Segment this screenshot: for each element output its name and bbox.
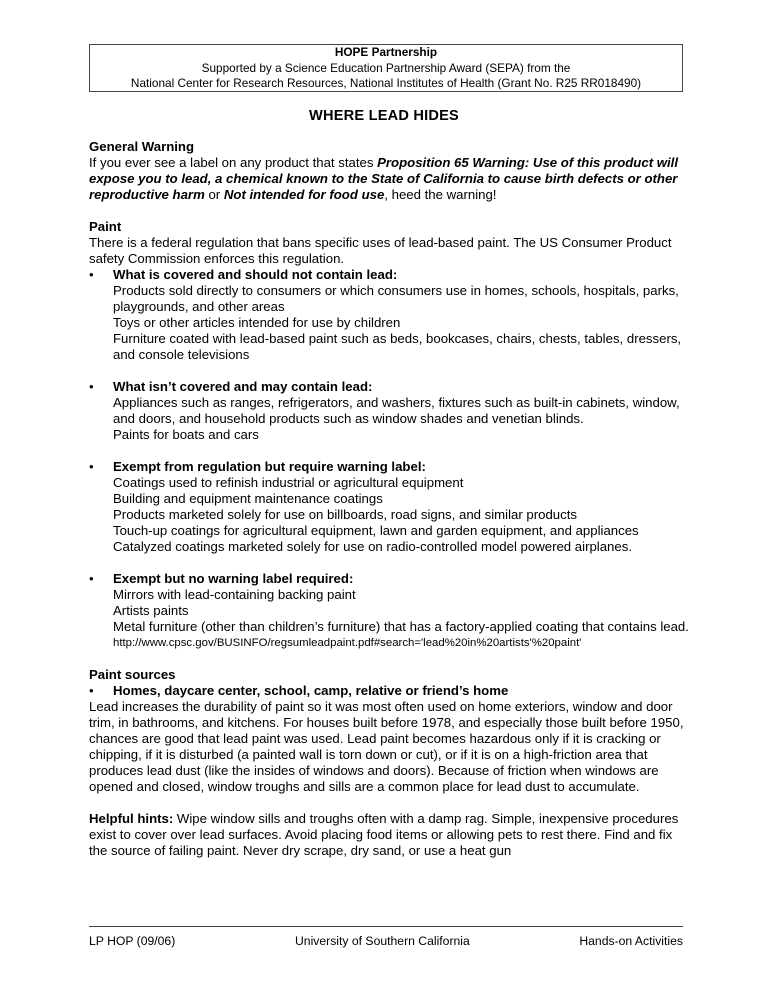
paint-intro: There is a federal regulation that bans specific uses of lead-based paint. The US Consumer Product safety Commission enforces this regulation. — [89, 235, 672, 266]
footer-right: Hands-on Activities — [579, 934, 683, 948]
footer-center: University of Southern California — [295, 934, 470, 948]
paint-group-list-3 — [89, 459, 689, 555]
group-item: Building and equipment maintenance coatings — [113, 491, 383, 506]
bullet-icon: • — [89, 683, 94, 698]
group-item: Appliances such as ranges, refrigerators, and washers, fixtures such as built-in cabinets, window, and doors, and household products such as window shades and venetian blinds. — [113, 395, 680, 426]
paint-group-list — [89, 267, 689, 363]
warning-emphasis-2: Not intended for food use — [223, 187, 385, 202]
group-item: Paints for boats and cars — [113, 427, 259, 442]
helpful-hints-text: Wipe window sills and troughs often with a damp rag. Simple, inexpensive procedures exist to cover over lead surfaces. Avoid placing food items or allowing pets to rest there. Find and fix the source of failing paint. Never dry scrape, dry sand, or use a heat gun — [89, 811, 679, 858]
group-item: Metal furniture (other than children’s furniture) that has a factory-applied coating that contains lead. — [113, 619, 689, 634]
paint-group-exempt-no-label — [89, 571, 689, 651]
group-item: Toys or other articles intended for use by children — [113, 315, 401, 330]
group-item: Catalyzed coatings marketed solely for use on radio-controlled model powered airplanes. — [113, 539, 632, 554]
bullet-icon: • — [89, 459, 94, 474]
paint-group-covered — [89, 267, 689, 363]
paint-sources-list — [89, 683, 689, 699]
page-title: WHERE LEAD HIDES — [309, 108, 459, 124]
general-warning-heading: General Warning — [89, 139, 195, 154]
warning-text-2: or — [204, 187, 224, 202]
group-item: Coatings used to refinish industrial or agricultural equipment — [113, 475, 464, 490]
group-item: Furniture coated with lead-based paint such as beds, bookcases, chairs, chests, tables, dressers, and console televisions — [113, 331, 682, 362]
header-line-1: HOPE Partnership — [334, 45, 438, 59]
paint-group-list-2 — [89, 379, 689, 443]
paint-sources-bullet-text: Homes, daycare center, school, camp, relative or friend’s home — [113, 683, 509, 698]
group-title: What isn’t covered and may contain lead: — [113, 379, 373, 394]
warning-text-3: , heed the warning! — [384, 187, 497, 202]
paint-sources-heading: Paint sources — [89, 667, 176, 682]
helpful-hints-label: Helpful hints: — [89, 811, 174, 826]
paint-heading: Paint — [89, 219, 122, 234]
group-item: Products marketed solely for use on billboards, road signs, and similar products — [113, 507, 577, 522]
page-footer — [89, 934, 683, 950]
footer-divider — [89, 926, 683, 927]
header-box — [89, 44, 683, 92]
paint-group-exempt-label — [89, 459, 689, 555]
group-item: Mirrors with lead-containing backing paint — [113, 587, 356, 602]
source-url-link[interactable]: http://www.cpsc.gov/BUSINFO/regsumleadpaint.pdf#search='lead%20in%20artists'%20paint' — [113, 637, 582, 649]
group-item: Products sold directly to consumers or which consumers use in homes, schools, hospitals, parks, playgrounds, and other areas — [113, 283, 679, 314]
warning-emphasis-1: Proposition 65 Warning: Use of this product will expose you to lead, a chemical known to the State of California to cause birth defects or other reproductive harm — [89, 155, 678, 202]
group-title: Exempt but no warning label required: — [113, 571, 354, 586]
group-item: Artists paints — [113, 603, 189, 618]
header-line-3: National Center for Research Resources, National Institutes of Health (Grant No. R25 RR018490) — [130, 76, 642, 90]
group-title: What is covered and should not contain lead: — [113, 267, 398, 282]
general-warning-text — [89, 155, 689, 203]
helpful-hints-paragraph — [89, 811, 689, 859]
paint-group-list-4 — [89, 571, 689, 651]
bullet-icon: • — [89, 379, 94, 394]
document-body — [89, 139, 689, 859]
footer-left: LP HOP (09/06) — [89, 934, 176, 948]
paint-sources-bullet — [89, 683, 689, 699]
bullet-icon: • — [89, 571, 94, 586]
paint-sources-paragraph: Lead increases the durability of paint so it was most often used on home exteriors, window and door trim, in bathrooms, and kitchens. For houses built before 1978, and especially those built before 1950, chances are good that lead paint was used. Lead paint becomes hazardous only if it is cracking or chipping, if it is disturbed (a painted wall is torn down or cut), or if it is on a high-friction area that produces lead dust (like the insides of windows and doors). Because of friction when windows are opened and closed, window troughs and sills are a common place for lead dust to accumulate. — [89, 699, 684, 794]
paint-group-not-covered — [89, 379, 689, 443]
group-item: Touch-up coatings for agricultural equipment, lawn and garden equipment, and appliances — [113, 523, 639, 538]
header-line-2: Supported by a Science Education Partnership Award (SEPA) from the — [201, 60, 571, 75]
warning-text-1: If you ever see a label on any product that states — [89, 155, 378, 170]
bullet-icon: • — [89, 267, 94, 282]
group-title: Exempt from regulation but require warning label: — [113, 459, 426, 474]
